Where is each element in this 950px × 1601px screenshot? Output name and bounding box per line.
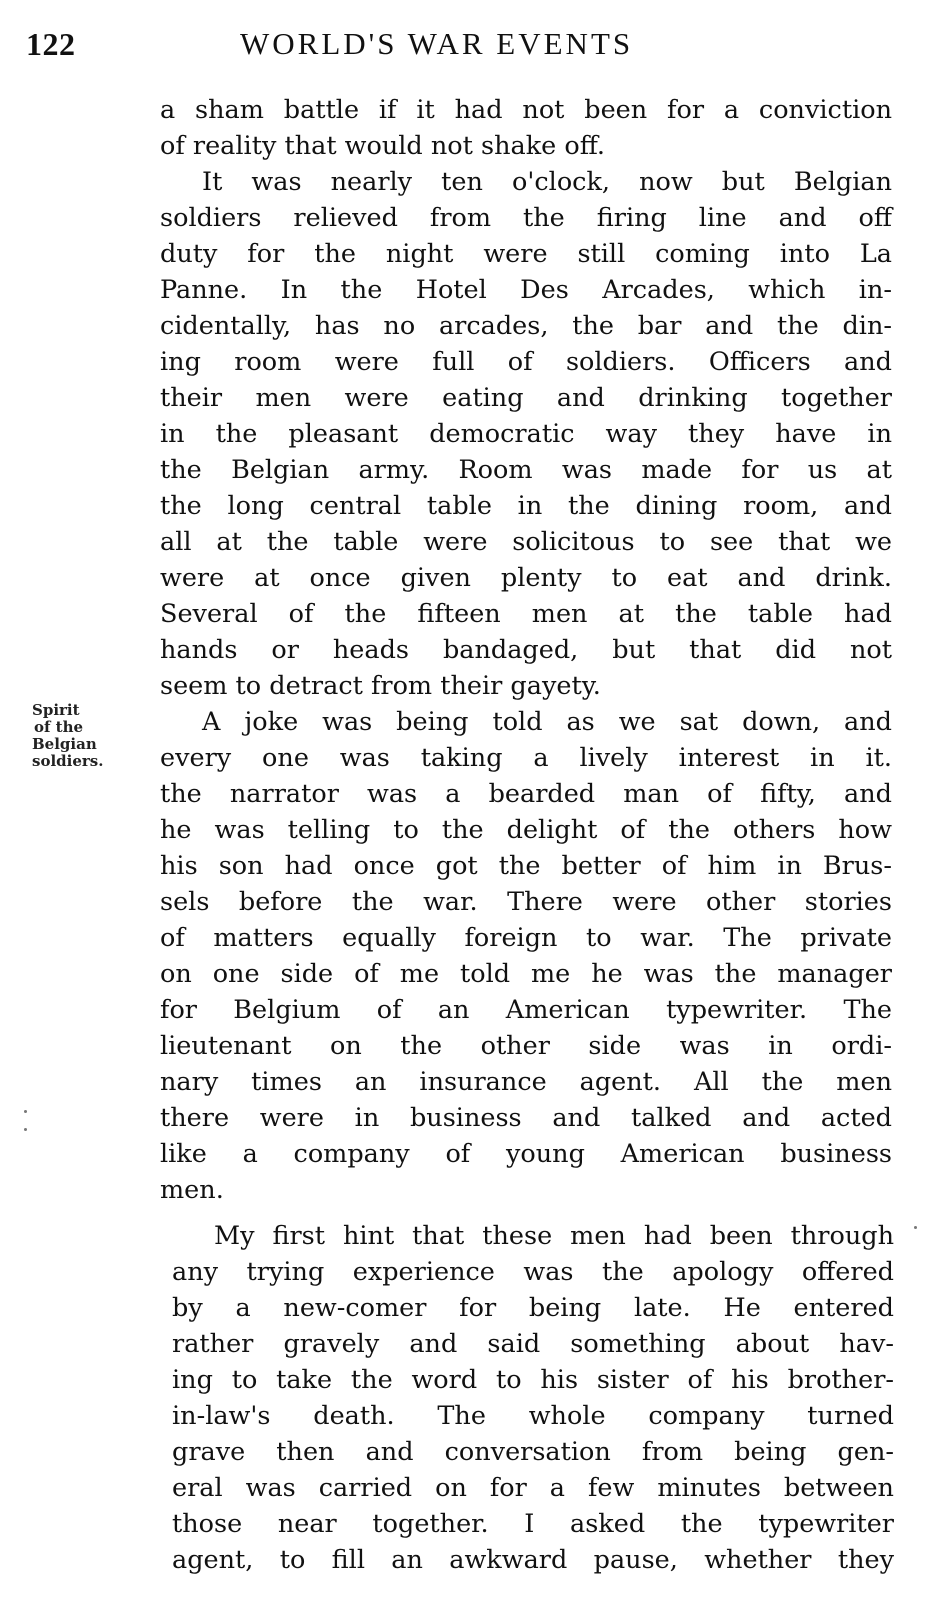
text-line: in the pleasant democratic way they have in [160,419,892,449]
text-line: of reality that would not shake off. [160,131,606,161]
text-line: any trying experience was the apology offered [172,1257,894,1287]
text-line: sels before the war. There were other stories [160,887,892,917]
text-line: all at the table were solicitous to see that we [160,527,892,557]
text-line: those near together. I asked the typewriter [172,1509,894,1539]
text-line: Several of the fifteen men at the table had [160,599,892,629]
text-line: agent, to fill an awkward pause, whether they [172,1545,894,1575]
text-line: there were in business and talked and acted [160,1103,892,1133]
text-line: ing room were full of soldiers. Officers and [160,347,892,377]
text-line: in-law's death. The whole company turned [172,1401,894,1431]
text-line: My first hint that these men had been through [214,1221,894,1251]
margin-note [32,702,103,770]
text-line: for Belgium of an American typewriter. The [160,995,892,1025]
text-line: he was telling to the delight of the others how [160,815,892,845]
text-line: seem to detract from their gayety. [160,671,601,701]
text-line: by a new-comer for being late. He entered [172,1293,894,1323]
text-line: A joke was being told as we sat down, and [202,707,892,737]
text-line: Panne. In the Hotel Des Arcades, which in- [160,275,892,305]
scan-speck [24,1128,27,1131]
text-line: the narrator was a bearded man of fifty, and [160,779,892,809]
text-line: their men were eating and drinking together [160,383,892,413]
text-line: grave then and conversation from being gen- [172,1437,894,1467]
running-title: WORLD'S WAR EVENTS [240,26,634,61]
scan-speck [914,1226,917,1229]
text-line: nary times an insurance agent. All the men [160,1067,892,1097]
text-line: were at once given plenty to eat and drink. [160,563,892,593]
text-line: his son had once got the better of him in Brus- [160,851,892,881]
margin-note-line: of the [34,718,84,736]
text-line: ing to take the word to his sister of his brother- [172,1365,894,1395]
scan-speck [24,1110,27,1113]
text-line: soldiers relieved from the firing line and off [160,203,892,233]
text-line: It was nearly ten o'clock, now but Belgian [202,167,892,197]
text-line: on one side of me told me he was the manager [160,959,892,989]
page-number: 122 [26,26,76,62]
text-line: of matters equally foreign to war. The private [160,923,892,953]
text-line: eral was carried on for a few minutes between [172,1473,894,1503]
text-line: the Belgian army. Room was made for us at [160,455,892,485]
margin-note-line: Belgian [32,735,97,753]
text-line: men. [160,1175,224,1205]
text-line: rather gravely and said something about hav- [172,1329,894,1359]
margin-note-line: soldiers. [32,752,104,770]
text-line: like a company of young American business [160,1139,892,1169]
text-line: lieutenant on the other side was in ordi- [160,1031,892,1061]
text-line: a sham battle if it had not been for a conviction [160,95,892,125]
text-line: the long central table in the dining room, and [160,491,892,521]
text-line: duty for the night were still coming into La [160,239,892,269]
text-line: hands or heads bandaged, but that did not [160,635,892,665]
margin-note-line: Spirit [32,701,80,719]
text-line: every one was taking a lively interest in it. [160,743,892,773]
text-line: cidentally, has no arcades, the bar and the din- [160,311,892,341]
